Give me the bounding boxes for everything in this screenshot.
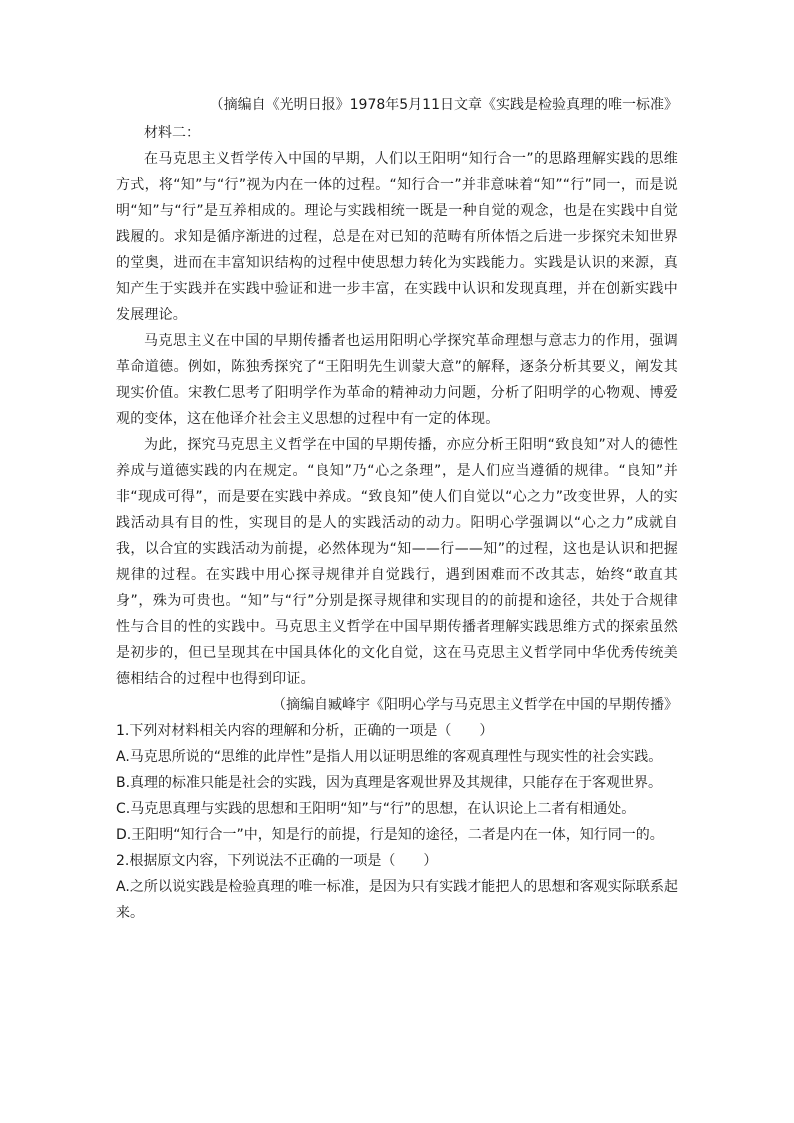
- question-1-option-b: B.真理的标准只能是社会的实践，因为真理是客观世界及其规律，只能存在于客观世界。: [116, 775, 663, 791]
- questions-section: [116, 718, 678, 926]
- question-1-option-d: D.王阳明“知行合一”中，知是行的前提，行是知的途径，二者是内在一体，知行同一的。: [116, 827, 664, 843]
- paragraph-1: 在马克思主义哲学传入中国的早期，人们以王阳明“知行合一”的思路理解实践的思维方式，将“知”与“行”视为内在一体的过程。“知行合一”并非意味着“知”“行”同一，而是说明“知”与“行”是互养相成的。理论与实践相统一既是一种自觉的观念，也是在实践中自觉践履的。求知是循序渐进的过程，总是在对已知的范畴有所体悟之后进一步探究未知世界的堂奥，进而在丰富知识结构的过程中使思想力转化为实践能力。实践是认识的来源，真知产生于实践并在实践中验证和进一步丰富，在实践中认识和发现真理，并在创新实践中发展理论。: [116, 151, 678, 323]
- paragraph-2: 马克思主义在中国的早期传播者也运用阳明心学探究革命理想与意志力的作用，强调革命道德。例如，陈独秀探究了“王阳明先生训蒙大意”的解释，逐条分析其要义，阐发其现实价值。宋教仁思考了阳明学作为革命的精神动力问题，分析了阳明学的心物观、博爱观的变体，这在他译介社会主义思想的过程中有一定的体现。: [116, 333, 678, 427]
- paragraph-3: 为此，探究马克思主义哲学在中国的早期传播，亦应分析王阳明“致良知”对人的德性养成与道德实践的内在规定。“良知”乃“心之条理”，是人们应当遵循的规律。“良知”并非“现成可得”，而是要在实践中养成。“致良知”使人们自觉以“心之力”改变世界，人的实践活动具有目的性，实现目的是人的实践活动的动力。阳明心学强调以“心之力”成就自我，以合宜的实践活动为前提，必然体现为“知——行——知”的过程，这也是认识和把握规律的过程。在实践中用心探寻规律并自觉践行，遇到困难而不改其志，始终“敢直其身”，殊为可贵也。“知”与“行”分别是探寻规律和实现目的的前提和途径，共处于合规律性与合目的性的实践中。马克思主义哲学在中国早期传播者理解实践思维方式的探索虽然是初步的，但已呈现其在中国具体化的文化自觉，这在马克思主义哲学同中华优秀传统美德相结合的过程中也得到印证。: [116, 437, 678, 687]
- question-2-option-a: A.之所以说实践是检验真理的唯一标准，是因为只有实践才能把人的思想和客观实际联系起来。: [116, 879, 678, 921]
- question-1-option-a: A.马克思所说的“思维的此岸性”是指人用以证明思维的客观真理性与现实性的社会实践。: [116, 749, 663, 765]
- question-1-stem: 1.下列对材料相关内容的理解和分析，正确的一项是（ ）: [116, 723, 494, 739]
- material-heading: 材料二：: [144, 125, 200, 141]
- question-1-option-c: C.马克思真理与实践的思想和王阳明“知”与“行”的思想，在认识论上二者有相通处。: [116, 801, 636, 817]
- question-2-stem: 2.根据原文内容，下列说法不正确的一项是（ ）: [116, 853, 438, 869]
- source-citation-1: （摘编自《光明日报》1978年5月11日文章《实践是检验真理的唯一标准》: [209, 97, 678, 113]
- source-citation-2: （摘编自臧峰宇《阳明心学与马克思主义哲学在中国的早期传播》: [272, 697, 678, 713]
- document-page: [116, 92, 678, 926]
